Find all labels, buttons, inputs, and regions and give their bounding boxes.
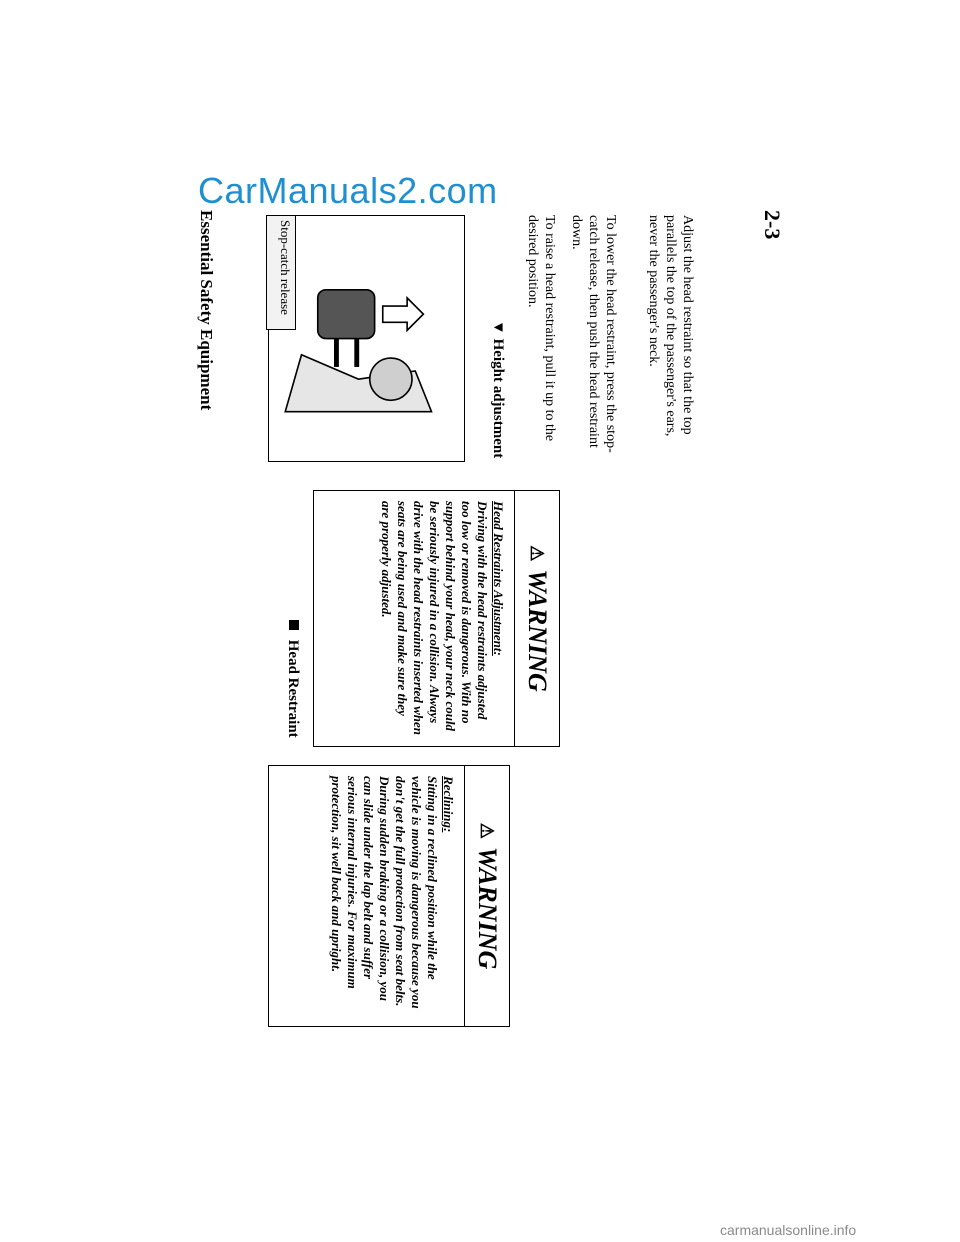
- subsection-title: Height adjustment: [490, 338, 506, 459]
- header-title-visible: Essential Safety Equipment: [197, 210, 216, 411]
- triangle-down-icon: ▼: [490, 320, 506, 339]
- head-restraint-illustration: [268, 215, 465, 462]
- watermark-bottom: carmanualsonline.info: [720, 1222, 857, 1238]
- stop-catch-label: Stop-catch release: [278, 220, 293, 315]
- head-restraint-drawing: [269, 216, 464, 461]
- section-title: Head Restraint: [285, 639, 301, 738]
- page-number-text: 2-3: [760, 210, 785, 240]
- warning-body: [320, 766, 464, 1026]
- warning-heading-text: WARNING: [523, 569, 552, 692]
- subsection-height: [482, 320, 506, 480]
- warning-box-head-restraint: [315, 490, 560, 745]
- illustration-label: [272, 215, 296, 320]
- warning-text: Driving with the head restraints adjusted too low or removed is dangerous. With no support behind your head, your neck could be seriously injured in a collision. Always drive with the head restraints inserted when seats are being used and make sure they are properly adjusted.: [379, 501, 490, 736]
- warning-triangle-icon: ⚠: [477, 822, 498, 839]
- paragraph-text: To lower the head restraint, press the stop-catch release, then push the head restraint down.: [569, 215, 618, 453]
- warning-body: [370, 491, 514, 746]
- bullet-square-icon: [289, 620, 299, 630]
- rotated-page: [268, 215, 468, 465]
- page-number: [755, 210, 785, 270]
- warning-title: Reclining:: [441, 776, 456, 833]
- paragraph-1: [518, 215, 558, 475]
- warning-heading: [464, 766, 509, 1026]
- warning-box-reclining: [270, 765, 510, 1025]
- warning-text: Sitting in a reclined position while the vehicle is moving is dangerous because you don't get the full protection from seat belts. During sudden braking or a collision, you can slide under the lap belt and suffer serious internal injuries. For maximum protection, sit well back and upright.: [329, 776, 440, 1009]
- section-head-restraint: [277, 620, 301, 750]
- warning-triangle-icon: ⚠: [527, 545, 548, 562]
- paragraph-2: [563, 215, 619, 465]
- warning-heading: [514, 491, 559, 746]
- warning-heading-text: WARNING: [473, 846, 502, 970]
- paragraph-3: [640, 215, 696, 465]
- warning-title: Head Restraints Adjustment:: [491, 501, 506, 656]
- paragraph-text: Adjust the head restraint so that the top parallels the top of the passenger's ears, never the passenger's neck.: [646, 215, 695, 437]
- watermark-top: CarManuals2.com: [198, 170, 498, 211]
- header-text-layer: [190, 210, 216, 550]
- paragraph-text: To raise a head restraint, pull it up to the desired position.: [525, 215, 557, 442]
